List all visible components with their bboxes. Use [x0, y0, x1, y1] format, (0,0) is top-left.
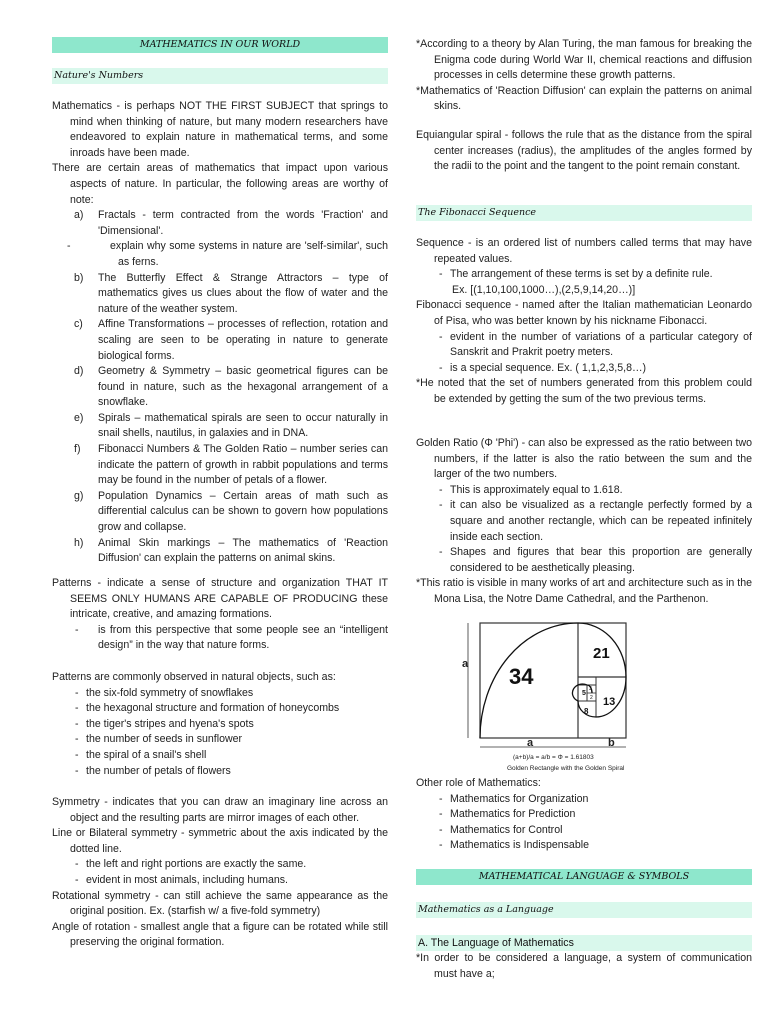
list-item: - the number of seeds in sunflower	[52, 732, 388, 748]
golden-spiral-diagram	[455, 617, 647, 777]
patterns-section	[52, 576, 388, 654]
areas-list	[52, 208, 388, 567]
list-item: - Mathematics for Prediction	[416, 807, 752, 823]
patterns-note-list	[52, 623, 388, 654]
label-34: 34	[509, 664, 534, 689]
subheading-fibonacci: The Fibonacci Sequence	[416, 205, 752, 221]
golden-section	[416, 436, 752, 608]
list-item: - is from this perspective that some people see an “intelligent design” in the way that nature forms.	[52, 623, 388, 654]
golden-formula: (a+b)/a = a/b = Φ = 1.61803	[513, 754, 594, 761]
list-item: - evident in most animals, including humans.	[52, 873, 388, 889]
label-a-side: a	[462, 658, 469, 670]
list-item: - it can also be visualized as a rectangle perfectly formed by a square and another rectangle, which can be repeated infinitely inside each section.	[416, 498, 752, 545]
label-21: 21	[593, 645, 610, 662]
paragraph-areas-intro: There are certain areas of mathematics that impact upon various aspects of nature. In particular, the following areas are worthy of note:	[52, 162, 388, 206]
list-item: h) Animal Skin markings – The mathematics of 'Reaction Diffusion' can explain the patterns on animal skins.	[74, 536, 388, 565]
list-item: - the number of petals of flowers	[52, 764, 388, 780]
sub-list	[52, 239, 388, 270]
spiral-section	[416, 128, 752, 175]
section-banner: MATHEMATICS IN OUR WORLD	[52, 37, 388, 53]
list-item: - the hexagonal structure and formation of honeycombs	[52, 701, 388, 717]
label-5: 5	[582, 690, 586, 697]
sequence-example: Ex. [(1,10,100,1000…),(2,5,9,14,20…)]	[452, 283, 636, 296]
natural-list	[52, 686, 388, 780]
paragraph-fibonacci-note: *He noted that the set of numbers generated from this problem could be extended by getting the sum of the two previous terms.	[416, 377, 752, 405]
list-item: - the spiral of a snail's shell	[52, 748, 388, 764]
list-item: d) Geometry & Symmetry – basic geometrical figures can be found in nature, such as the hexagonal arrangement of a snowflake.	[74, 365, 388, 409]
list-item: - Mathematics for Organization	[416, 792, 752, 808]
paragraph-fibonacci-sequence: Fibonacci sequence - named after the Italian mathematician Leonardo of Pisa, who was better known by his nickname Fibonacci.	[416, 299, 752, 327]
golden-list	[416, 483, 752, 577]
paragraph-equiangular-spiral: Equiangular spiral - follows the rule that as the distance from the spiral center increases (radius), the amplitudes of the angles formed by the radii to the point and the tangent to the point remain constant.	[416, 129, 752, 173]
list-item: c) Affine Transformations – processes of reflection, rotation and scaling are seen to be operating in nature to generate biological forms.	[74, 318, 388, 362]
figure-caption: Golden Rectangle with the Golden Spiral	[507, 765, 625, 772]
list-item: - explain why some systems in nature are 'self-similar', such as ferns.	[52, 239, 388, 270]
label-8: 8	[584, 707, 589, 716]
list-item: - is a special sequence. Ex. ( 1,1,2,3,5,8…)	[416, 361, 752, 377]
list-item: - the six-fold symmetry of snowflakes	[52, 686, 388, 702]
paragraph-rotational-symmetry: Rotational symmetry - can still achieve the same appearance as the original position. Ex. (starfish w/ a five-fold symmetry)	[52, 889, 388, 918]
natural-section	[52, 670, 388, 779]
other-roles-section	[416, 776, 752, 854]
list-item: - Mathematics is Indispensable	[416, 838, 752, 854]
line-symmetry-list	[52, 857, 388, 888]
paragraph-language-requirement: *In order to be considered a language, a system of communication must have a;	[416, 952, 752, 980]
paragraph-reaction-diffusion: *Mathematics of 'Reaction Diffusion' can explain the patterns on animal skins.	[416, 84, 752, 113]
language-section	[416, 951, 752, 982]
list-item: e) Spirals – mathematical spirals are seen to occur naturally in snail shells, nautilus, in galaxies and in DNA.	[74, 411, 388, 440]
paragraph-sequence: Sequence - is an ordered list of numbers called terms that may have repeated values.	[416, 237, 752, 265]
list-item: a) Fractals - term contracted from the words 'Fraction' and 'Dimensional'. - explain why some systems in nature are 'self-similar', such as ferns.	[52, 208, 388, 270]
list-item: - the left and right portions are exactly the same.	[52, 857, 388, 873]
paragraph-turing: *According to a theory by Alan Turing, the man famous for breaking the Enigma code during World War II, chemical reactions and diffusion processes in cells determine these growth patterns.	[416, 38, 752, 82]
paragraph-patterns: Patterns - indicate a sense of structure and organization THAT IT SEEMS ONLY HUMANS ARE CAPABLE OF PRODUCING these intricate, creative, and amazing formations.	[52, 577, 388, 621]
list-item: g) Population Dynamics – Certain areas of math such as differential calculus can be shown to govern how populations grow and collapse.	[74, 489, 388, 534]
fibonacci-list	[416, 330, 752, 377]
golden-rectangle-figure	[455, 617, 647, 777]
label-13: 13	[603, 696, 616, 708]
list-item: - the tiger's stripes and hyena's spots	[52, 717, 388, 733]
paragraph-angle-of-rotation: Angle of rotation - smallest angle that a figure can be rotated while still preserving the original formation.	[52, 920, 388, 949]
label-2: 2	[590, 695, 593, 701]
turing-section	[416, 37, 752, 115]
subheading-language-of-math: A. The Language of Mathematics	[416, 935, 752, 951]
paragraph-golden-note: *This ratio is visible in many works of art and architecture such as in the Mona Lisa, the Notre Dame Cathedral, and the Parthenon.	[416, 577, 752, 605]
subheading-natures-numbers: Nature's Numbers	[52, 68, 388, 84]
symmetry-section	[52, 795, 388, 951]
paragraph-natural-objects: Patterns are commonly observed in natural objects, such as:	[52, 671, 336, 683]
label-a-bottom: a	[527, 737, 534, 749]
list-item: - This is approximately equal to 1.618.	[416, 483, 752, 499]
section-banner-language: MATHEMATICAL LANGUAGE & SYMBOLS	[416, 869, 752, 885]
sequence-list	[416, 267, 752, 283]
list-item: - Mathematics for Control	[416, 823, 752, 839]
other-roles-list	[416, 792, 752, 854]
paragraph-other-roles: Other role of Mathematics:	[416, 777, 541, 789]
list-item: - Shapes and figures that bear this proportion are generally considered to be aesthetically pleasing.	[416, 545, 752, 576]
paragraph-line-symmetry: Line or Bilateral symmetry - symmetric about the axis indicated by the dotted line.	[52, 827, 388, 855]
list-item: f) Fibonacci Numbers & The Golden Ratio – number series can indicate the pattern of growth in rabbit populations and terms may be found in the number of petals of a flower.	[74, 443, 388, 487]
list-item: b) The Butterfly Effect & Strange Attractors – type of mathematics gives us clues about the flow of water and the nature of the weather system.	[74, 271, 388, 315]
label-b-bottom: b	[608, 737, 615, 749]
fibonacci-section	[416, 236, 752, 408]
list-item: - The arrangement of these terms is set by a definite rule.	[416, 267, 752, 283]
left-body	[52, 99, 388, 567]
paragraph-golden-ratio: Golden Ratio (Φ 'Phi') - can also be expressed as the ratio between two numbers, if the latter is also the ratio between the sum and the larger of the two numbers.	[416, 437, 752, 481]
list-item: - evident in the number of variations of a particular category of Sanskrit and Prakrit poetry meters.	[416, 330, 752, 361]
subheading-math-language: Mathematics as a Language	[416, 902, 752, 918]
label-3: 3	[589, 686, 592, 692]
paragraph-mathematics-intro: Mathematics - is perhaps NOT THE FIRST SUBJECT that springs to mind when thinking of nature, but many modern researchers have endeavored to explain nature in mathematical terms, and some inroads have been made.	[52, 100, 388, 159]
paragraph-symmetry: Symmetry - indicates that you can draw an imaginary line across an object and the resulting parts are mirror images of each other.	[52, 796, 388, 824]
